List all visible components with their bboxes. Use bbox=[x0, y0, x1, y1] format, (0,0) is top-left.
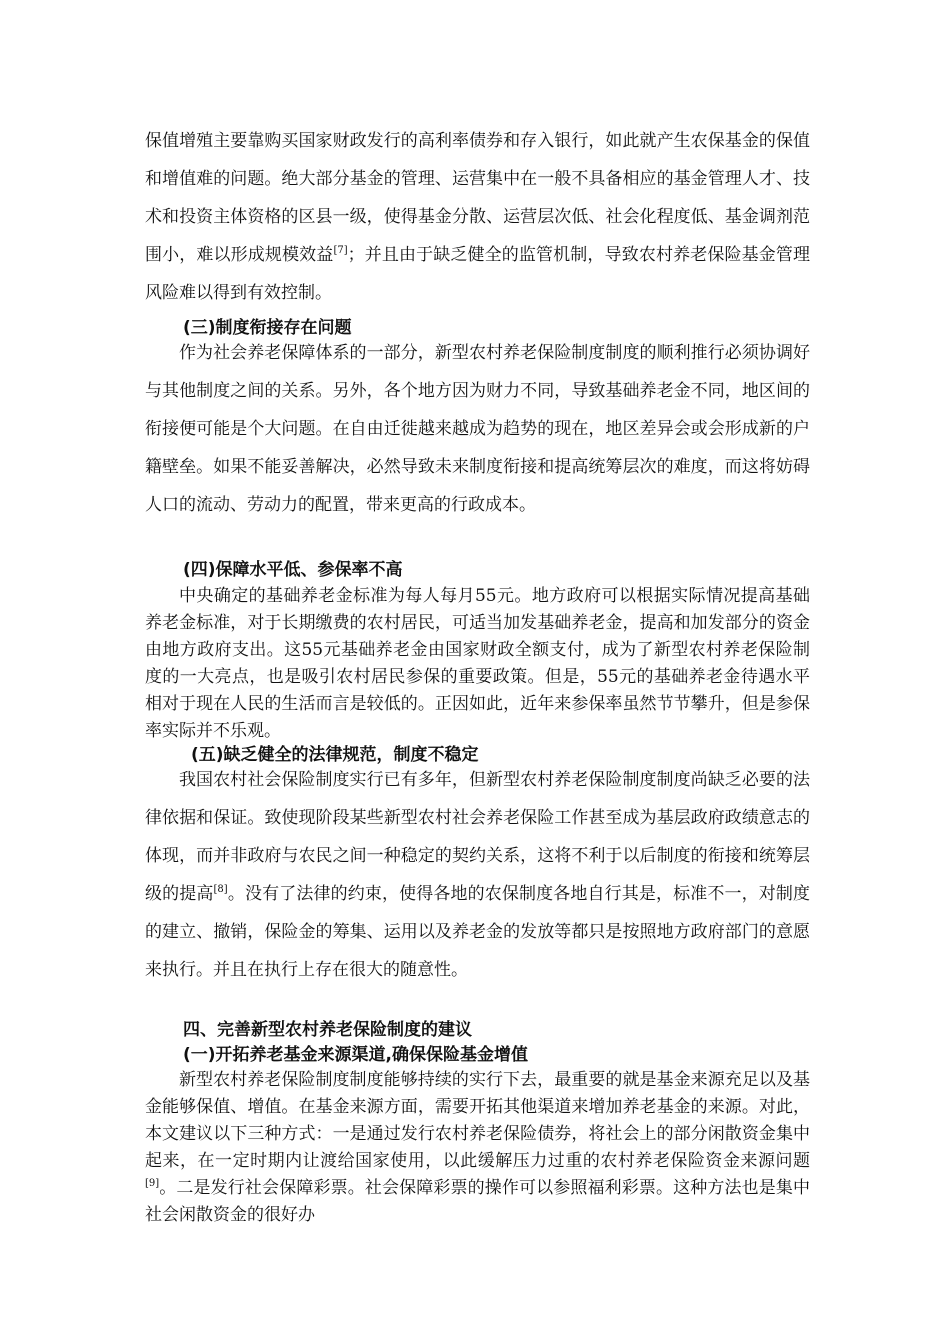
section-heading-recommendations: 四、完善新型农村养老保险制度的建议 bbox=[183, 1020, 472, 1040]
citation-9: [9] bbox=[145, 1178, 160, 1189]
heading-fund-sources: (一)开拓养老基金来源渠道,确保保险基金增值 bbox=[183, 1045, 528, 1065]
paragraph-system-connection: 作为社会养老保障体系的一部分，新型农村养老保险制度制度的顺利推行必须协调好与其他制度之间的关系。另外，各个地方因为财力不同，导致基础养老金不同，地区间的衔接便可能是个大问题。在自由迁徙越来越成为趋势的现在，地区差异会或会形成新的户籍壁垒。如果不能妥善解决，必然导致未来制度衔接和提高统筹层次的难度，而这将妨碍人口的流动、劳动力的配置，带来更高的行政成本。 bbox=[145, 343, 810, 515]
paragraph-legal-framework: 我国农村社会保险制度实行已有多年，但新型农村养老保险制度制度尚缺乏必要的法律依据和保证。致使现阶段某些新型农村社会养老保险工作甚至成为基层政府政绩意志的体现，而并非政府与农民之间一种稳定的契约关系，这将不利于以后制度的衔接和统筹层级的提高[8]。没有了法律的约束，使得各地的农保制度各地自行其是，标准不一，对制度的建立、撤销，保险金的筹集、运用以及养老金的发放等都只是按照地方政府部门的意愿来执行。并且在执行上存在很大的随意性。 bbox=[145, 770, 811, 980]
paragraph-fund-management: 保值增殖主要靠购买国家财政发行的高利率债券和存入银行，如此就产生农保基金的保值和增值难的问题。绝大部分基金的管理、运营集中在一般不具备相应的基金管理人才、技术和投资主体资格的区县一级，使得基金分散、运营层次低、社会化程度低、基金调剂范围小，难以形成规模效益[7]；并且由于缺乏健全的监管机制，导致农村养老保险基金管理风险难以得到有效控制。 bbox=[145, 131, 811, 303]
paragraph-low-coverage: 中央确定的基础养老金标准为每人每月55元。地方政府可以根据实际情况提高基础养老金标准，对于长期缴费的农村居民，可适当加发基础养老金，提高和加发部分的资金由地方政府支出。这55元基础养老金由国家财政全额支付，成为了新型农村养老保险制度的一大亮点，也是吸引农村居民参保的重要政策。但是，55元的基础养老金待遇水平相对于现在人民的生活而言是较低的。正因如此，近年来参保率虽然节节攀升，但是参保率实际并不乐观。 bbox=[145, 586, 810, 741]
heading-low-coverage: (四)保障水平低、参保率不高 bbox=[183, 560, 403, 580]
heading-system-connection: (三)制度衔接存在问题 bbox=[183, 318, 352, 338]
heading-legal-framework: (五)缺乏健全的法律规范，制度不稳定 bbox=[191, 745, 479, 765]
citation-8: [8] bbox=[213, 884, 228, 895]
paragraph-fund-sources: 新型农村养老保险制度制度能够持续的实行下去，最重要的就是基金来源充足以及基金能够保值、增值。在基金来源方面，需要开拓其他渠道来增加养老基金的来源。对此，本文建议以下三种方式：一是通过发行农村养老保险债券，将社会上的部分闲散资金集中起来，在一定时期内让渡给国家使用，以此缓解压力过重的农村养老保险资金来源问题[9]。二是发行社会保障彩票。社会保障彩票的操作可以参照福利彩票。这种方法也是集中社会闲散资金的很好办 bbox=[145, 1070, 810, 1225]
citation-7: [7] bbox=[333, 245, 348, 256]
